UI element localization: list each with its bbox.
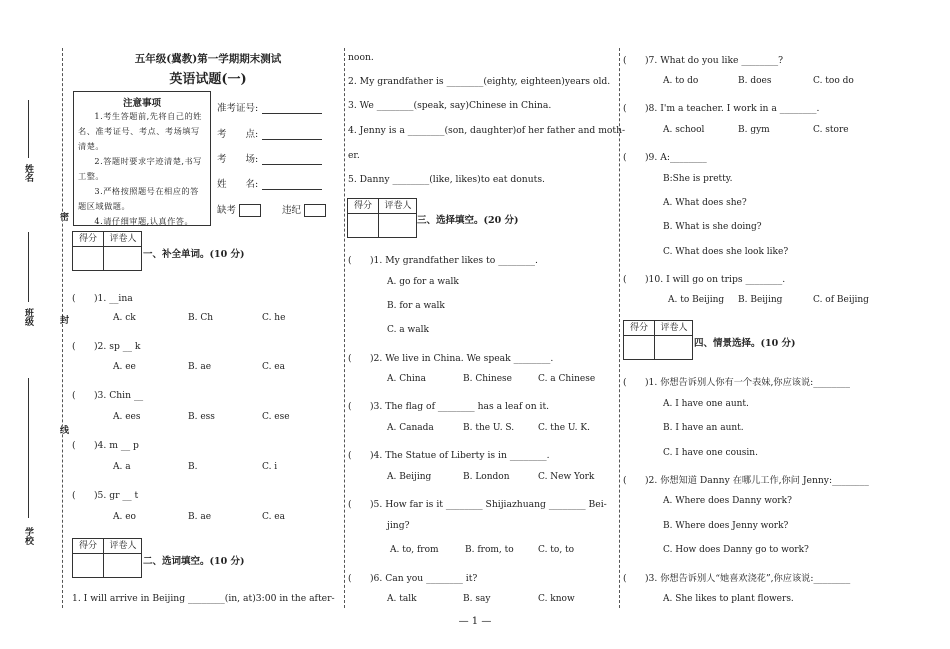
option: C. New York [538,472,595,482]
option: C. a Chinese [538,374,596,384]
school-line [28,378,29,518]
section-1-title: 一、补全单词。(10 分) [143,249,245,260]
option: C. the U. K. [538,423,590,433]
score-header: 得分 [73,232,104,246]
score-header: 得分 [73,539,104,553]
part1-q5: ( )5. gr __ t [72,490,139,501]
option: A. go for a walk [387,277,459,287]
option: B. [188,462,198,472]
option: C. How does Danny go to work? [663,545,809,555]
part4-q1: ( )1. 你想告诉别人你有一个表妹,你应该说:________ [623,377,850,388]
notice-line: 2.答题时要求字迹清楚,书写工整。 [78,156,202,181]
absent-label: 缺考 [217,205,237,216]
part3-q4: ( )4. The Statue of Liberty is in ________. [348,450,550,461]
option: C. I have one cousin. [663,448,758,458]
site-field[interactable] [217,126,322,140]
option: C. store [813,125,849,135]
option: A. She likes to plant flowers. [663,594,794,604]
part3-q2: ( )2. We live in China. We speak ________. [348,353,554,364]
option: C. of Beijing [813,295,869,305]
part3-q6: ( )6. Can you ________ it? [348,573,478,584]
violation-label: 违纪 [282,205,302,216]
exam-number-field[interactable] [217,100,322,114]
part2-q2: 2. My grandfather is ________(eighty, eighteen)years old. [348,76,611,87]
score-table [72,538,142,578]
option: B. Chinese [463,374,512,384]
name-field[interactable] [217,176,322,190]
part1-q2: ( )2. sp __ k [72,341,141,352]
option: A. ck [113,313,136,323]
side-school-label: 学校 [23,527,33,545]
notice-title: 注意事项 [122,98,161,109]
option: B. What is she doing? [663,222,762,232]
option: B. ae [188,512,212,522]
part3-q10: ( )10. I will go on trips ________. [623,274,786,285]
room-label: 考 场: [217,154,259,165]
option: A. to, from [390,545,439,555]
option: A. to Beijing [668,295,725,305]
part2-q5: 5. Danny ________(like, likes)to eat donuts. [348,174,545,185]
part3-q1: ( )1. My grandfather likes to ________. [348,255,538,266]
section-3-title: 三、选择填空。(20 分) [417,215,519,226]
grader-header: 评卷人 [109,234,137,244]
part2-q4: 4. Jenny is a ________(son, daughter)of her father and moth- [348,125,626,136]
score-table [72,231,142,271]
section-2-title: 二、选词填空。(10 分) [143,556,245,567]
site-label: 考 点: [217,129,259,140]
room-field[interactable] [217,151,322,165]
name-line [28,100,29,158]
option: B. the U. S. [463,423,515,433]
notice-line: 1.考生答题前,先将自己的姓名、准考证号、考点、考场填写清楚。 [78,111,202,151]
seal-mi: 密 [58,212,68,221]
part2-q4-cont: er. [348,150,360,161]
grader-header: 评卷人 [384,201,412,211]
part4-q3: ( )3. 你想告诉别人“她喜欢浇花”,你应该说:________ [623,573,851,584]
notice-line: 4.请仔细审题,认真作答。 [94,216,194,226]
option: A. ees [113,412,141,422]
absent-field[interactable] [217,202,261,217]
option: B. Beijing [738,295,783,305]
option: C. too do [813,76,854,86]
part1-q4: ( )4. m __ p [72,440,139,451]
option: A. Beijing [387,472,432,482]
option: B. London [463,472,510,482]
option: B. from, to [465,545,514,555]
option: A. ee [113,362,136,372]
option: A. I have one aunt. [663,399,749,409]
side-name-label: 姓名 [23,164,33,182]
part2-q1: 1. I will arrive in Beijing ________(in, at)3:00 in the after- [72,593,335,604]
option: A. Where does Danny work? [663,496,792,506]
option: C. know [538,594,575,604]
violation-field[interactable] [282,202,326,217]
notice-box [73,91,211,226]
score-table [623,320,693,360]
grader-header: 评卷人 [109,541,137,551]
option: A. to do [663,76,699,86]
part2-q3: 3. We ________(speak, say)Chinese in China. [348,100,552,111]
part2-q1-cont: noon. [348,52,374,63]
option: C. What does she look like? [663,247,789,257]
part3-q3: ( )3. The flag of ________ has a leaf on it. [348,401,550,412]
option: A. talk [387,594,417,604]
column-divider-1 [344,48,345,608]
exam-subtitle: 英语试题(一) [169,72,247,87]
option: C. he [262,313,286,323]
option: A. a [113,462,131,472]
grader-header: 评卷人 [660,323,688,333]
part3-q8: ( )8. I'm a teacher. I work in a ________. [623,103,820,114]
notice-line: 3.严格按照题号在相应的答题区域做题。 [78,186,199,211]
option: C. ea [262,512,285,522]
option: A. What does she? [663,198,747,208]
option: C. i [262,462,278,472]
option: B. say [463,594,491,604]
option: A. China [387,374,426,384]
option: B. I have an aunt. [663,423,744,433]
part3-q9: ( )9. A:________ [623,152,707,163]
option: C. ese [262,412,290,422]
seal-feng: 封 [58,315,68,324]
option: B. for a walk [387,301,445,311]
score-header: 得分 [348,199,379,213]
part3-q5: ( )5. How far is it ________ Shijiazhuang ________ Bei- [348,499,607,510]
class-line [28,232,29,302]
part3-q5-cont: jing? [387,520,410,531]
score-header: 得分 [624,321,655,335]
page-number: — 1 — [458,616,492,627]
part3-q7: ( )7. What do you like ________? [623,55,784,66]
part1-q3: ( )3. Chin __ [72,390,144,401]
name-label: 姓 名: [217,179,259,190]
option: B. does [738,76,772,86]
binding-line [62,48,63,608]
option: C. to, to [538,545,575,555]
section-4-title: 四、情景选择。(10 分) [694,338,796,349]
option: C. a walk [387,325,429,335]
option: A. eo [113,512,136,522]
side-class-label: 班级 [23,308,33,326]
exam-number-label: 准考证号: [217,103,259,114]
option: A. school [663,125,705,135]
score-table [347,198,417,238]
option: B. ae [188,362,212,372]
option: B. gym [738,125,770,135]
option: B. Ch [188,313,214,323]
option: C. ea [262,362,285,372]
dialog-line: B:She is pretty. [663,174,733,184]
option: B. ess [188,412,215,422]
option: A. Canada [387,423,434,433]
part4-q2: ( )2. 你想知道 Danny 在哪儿工作,你问 Jenny:________ [623,475,869,486]
exam-title: 五年级(冀教)第一学期期末测试 [134,53,282,65]
seal-xian: 线 [58,425,68,434]
part1-q1: ( )1. __ina [72,293,133,304]
option: B. Where does Jenny work? [663,521,789,531]
